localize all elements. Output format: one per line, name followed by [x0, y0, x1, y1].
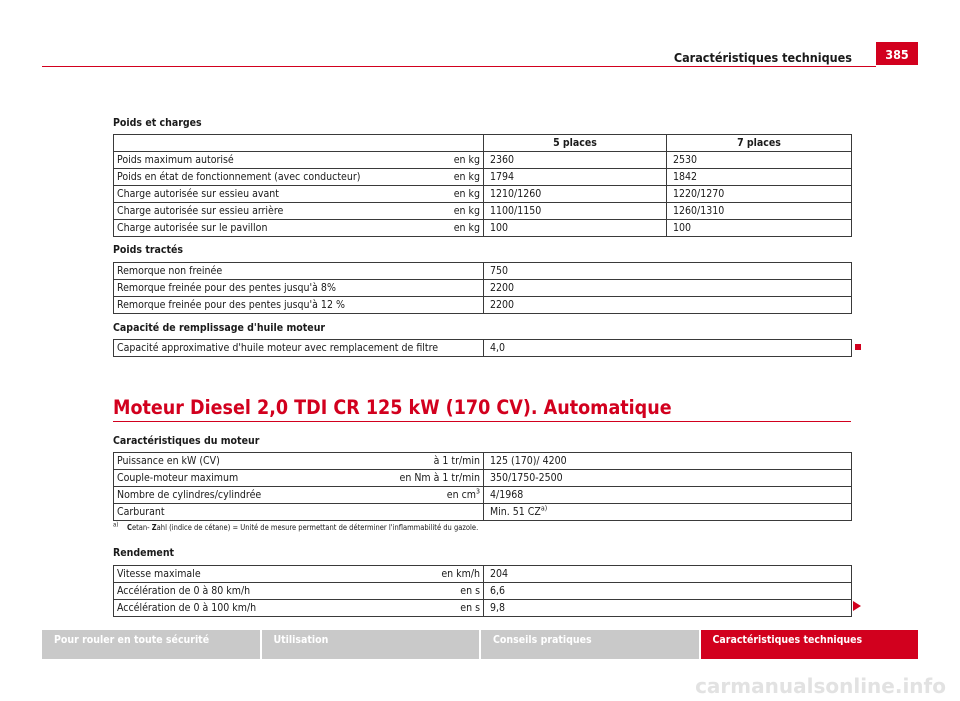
footnote	[113, 523, 851, 532]
column-header-5-places: 5 places	[484, 135, 667, 152]
table-row	[114, 297, 852, 314]
value-5-places: 1794	[484, 169, 667, 186]
performance-section-title: Rendement	[113, 547, 175, 559]
row-value: 4,0	[484, 340, 852, 357]
table-row	[114, 470, 852, 487]
unit-superscript: 3	[475, 487, 480, 496]
table-row	[114, 453, 852, 470]
row-label: Nombre de cylindres/cylindrée	[114, 487, 354, 504]
row-value: 2200	[484, 297, 852, 314]
table-row	[114, 263, 852, 280]
row-unit: en km/h	[354, 566, 484, 583]
weights-table	[113, 134, 852, 237]
table-header-row	[114, 135, 852, 152]
table-row	[114, 487, 852, 504]
value-5-places: 1100/1150	[484, 203, 667, 220]
oil-section-title: Capacité de remplissage d'huile moteur	[113, 322, 326, 334]
continue-arrow-icon	[853, 601, 861, 611]
row-unit: en kg	[414, 220, 484, 237]
footnote-c-letter: C	[127, 523, 132, 532]
table-row	[114, 566, 852, 583]
engine-heading: Moteur Diesel 2,0 TDI CR 125 kW (170 CV). Automatique	[113, 396, 672, 419]
value-5-places: 1210/1260	[484, 186, 667, 203]
row-unit: en Nm à 1 tr/min	[354, 470, 484, 487]
row-label: Remorque non freinée	[114, 263, 484, 280]
engine-table	[113, 452, 852, 521]
weights-section-title: Poids et charges	[113, 117, 202, 129]
towing-section-title: Poids tractés	[113, 244, 184, 256]
performance-table	[113, 565, 852, 617]
table-header-empty	[414, 135, 484, 152]
towing-table	[113, 262, 852, 314]
row-value: 9,8	[484, 600, 852, 617]
row-label: Accélération de 0 à 100 km/h	[114, 600, 354, 617]
row-unit: à 1 tr/min	[354, 453, 484, 470]
table-row	[114, 280, 852, 297]
table-row	[114, 169, 852, 186]
footer-tab-caracteristiques[interactable]: Caractéristiques techniques	[701, 630, 919, 659]
row-label: Couple-moteur maximum	[114, 470, 354, 487]
row-unit-cell	[354, 487, 484, 504]
footer-nav	[42, 630, 918, 659]
row-value: Min. 51 CZ	[490, 506, 541, 518]
table-row	[114, 152, 852, 169]
oil-table	[113, 339, 852, 357]
footer-tab-securite[interactable]: Pour rouler en toute sécurité	[42, 630, 260, 659]
column-header-7-places: 7 places	[667, 135, 852, 152]
row-label: Vitesse maximale	[114, 566, 354, 583]
row-unit: en kg	[414, 203, 484, 220]
footnote-reference: a)	[540, 504, 548, 513]
row-label: Charge autorisée sur le pavillon	[114, 220, 414, 237]
footnote-z-rest: ahl (indice de cétane) = Unité de mesure permettant de déterminer l'inflammabilité du gazole.	[156, 523, 479, 532]
row-value: 350/1750-2500	[484, 470, 852, 487]
row-unit	[354, 504, 484, 521]
footnote-z-letter: Z	[151, 523, 157, 532]
row-label: Puissance en kW (CV)	[114, 453, 354, 470]
table-row	[114, 583, 852, 600]
footnote-mark: a)	[113, 521, 119, 529]
table-row	[114, 203, 852, 220]
row-value: 750	[484, 263, 852, 280]
value-7-places: 2530	[667, 152, 852, 169]
table-header-empty	[114, 135, 414, 152]
row-value: 2200	[484, 280, 852, 297]
row-unit: en kg	[414, 169, 484, 186]
value-7-places: 1260/1310	[667, 203, 852, 220]
row-label: Charge autorisée sur essieu avant	[114, 186, 414, 203]
section-end-marker-icon	[855, 344, 861, 350]
value-5-places: 100	[484, 220, 667, 237]
footnote-c-rest: etan-	[131, 523, 150, 532]
table-row	[114, 186, 852, 203]
table-row	[114, 340, 852, 357]
engine-section-title: Caractéristiques du moteur	[113, 435, 260, 447]
row-label: Carburant	[114, 504, 354, 521]
table-row	[114, 504, 852, 521]
value-7-places: 1220/1270	[667, 186, 852, 203]
row-label: Remorque freinée pour des pentes jusqu'à 12 %	[114, 297, 484, 314]
page-number: 385	[876, 42, 918, 65]
row-unit: en s	[354, 600, 484, 617]
row-value: 125 (170)/ 4200	[484, 453, 852, 470]
header-divider	[42, 66, 876, 67]
row-value: 204	[484, 566, 852, 583]
footer-tab-utilisation[interactable]: Utilisation	[262, 630, 480, 659]
row-label: Poids maximum autorisé	[114, 152, 414, 169]
row-unit: en kg	[414, 152, 484, 169]
page-header-title: Caractéristiques techniques	[673, 50, 852, 65]
watermark-text: carmanualsonline.info	[695, 674, 946, 698]
value-7-places: 1842	[667, 169, 852, 186]
value-5-places: 2360	[484, 152, 667, 169]
row-label: Charge autorisée sur essieu arrière	[114, 203, 414, 220]
row-value-cell	[484, 504, 852, 521]
table-row	[114, 220, 852, 237]
footer-tab-conseils[interactable]: Conseils pratiques	[481, 630, 699, 659]
table-row	[114, 600, 852, 617]
row-value: 4/1968	[484, 487, 852, 504]
row-unit: en s	[354, 583, 484, 600]
row-unit: en kg	[414, 186, 484, 203]
row-value: 6,6	[484, 583, 852, 600]
row-unit: en cm	[446, 489, 476, 501]
row-label: Capacité approximative d'huile moteur avec remplacement de filtre	[114, 340, 484, 357]
row-label: Poids en état de fonctionnement (avec conducteur)	[114, 169, 414, 186]
heading-divider	[113, 421, 851, 422]
row-label: Accélération de 0 à 80 km/h	[114, 583, 354, 600]
row-label: Remorque freinée pour des pentes jusqu'à 8%	[114, 280, 484, 297]
value-7-places: 100	[667, 220, 852, 237]
